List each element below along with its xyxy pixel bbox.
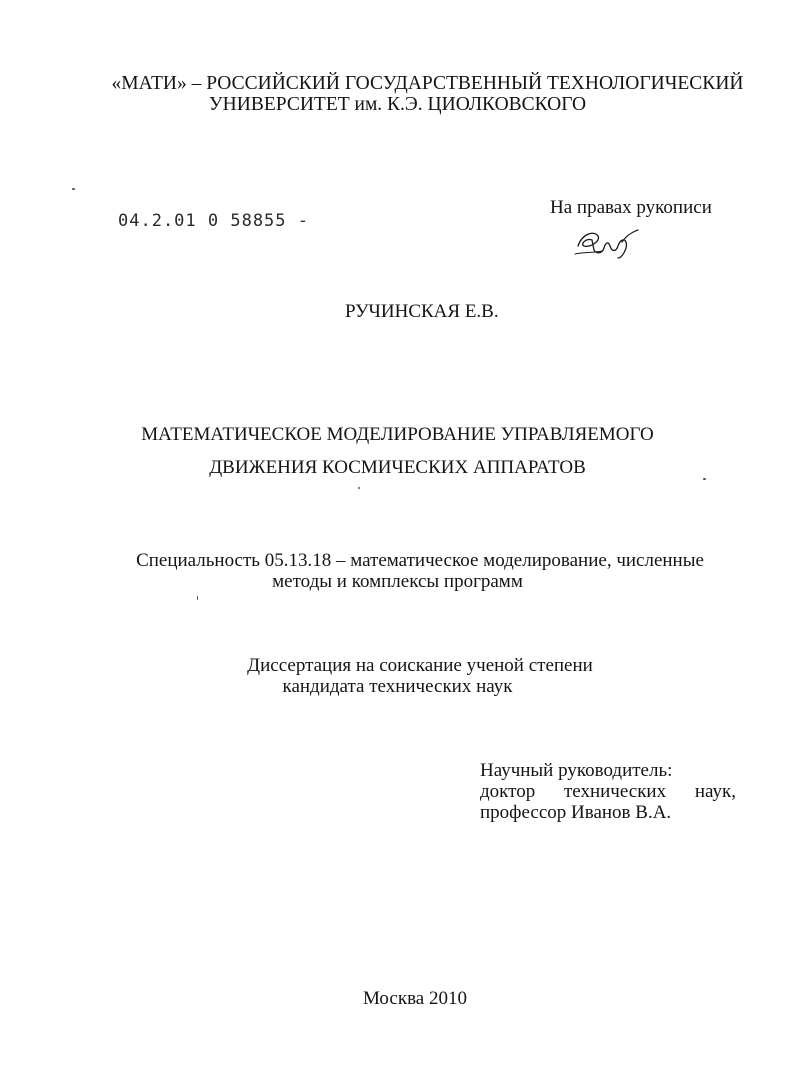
- city-and-year: Москва 2010: [363, 988, 467, 1009]
- scan-speck: [72, 188, 75, 190]
- supervisor-name: профессор Иванов В.А.: [480, 802, 672, 823]
- thesis-title-line-2: ДВИЖЕНИЯ КОСМИЧЕСКИХ АППАРАТОВ: [209, 457, 586, 478]
- author-signature: [572, 224, 642, 260]
- scan-speck: [358, 487, 360, 489]
- institution-name-line-2: УНИВЕРСИТЕТ им. К.Э. ЦИОЛКОВСКОГО: [208, 94, 587, 115]
- scan-speck: [197, 596, 198, 600]
- institution-name-line-1: «МАТИ» – РОССИЙСКИЙ ГОСУДАРСТВЕННЫЙ ТЕХНОЛОГИЧЕСКИЙ: [111, 73, 744, 94]
- author-name: РУЧИНСКАЯ Е.В.: [345, 301, 499, 322]
- specialty-line-1: Специальность 05.13.18 – математическое моделирование, численные: [136, 550, 704, 571]
- supervisor-degree: доктор технических наук,: [480, 781, 736, 802]
- supervisor-label: Научный руководитель:: [480, 760, 673, 781]
- scan-speck: [703, 478, 706, 480]
- thesis-title-line-1: МАТЕМАТИЧЕСКОЕ МОДЕЛИРОВАНИЕ УПРАВЛЯЕМОГО: [141, 424, 654, 445]
- registration-number: 04.2.01 0 58855 -: [118, 211, 309, 231]
- dissertation-degree-line-2: кандидата технических наук: [282, 676, 513, 697]
- manuscript-rights-note: На правах рукописи: [550, 197, 712, 218]
- dissertation-degree-line-1: Диссертация на соискание ученой степени: [247, 655, 593, 676]
- specialty-line-2: методы и комплексы программ: [272, 571, 523, 592]
